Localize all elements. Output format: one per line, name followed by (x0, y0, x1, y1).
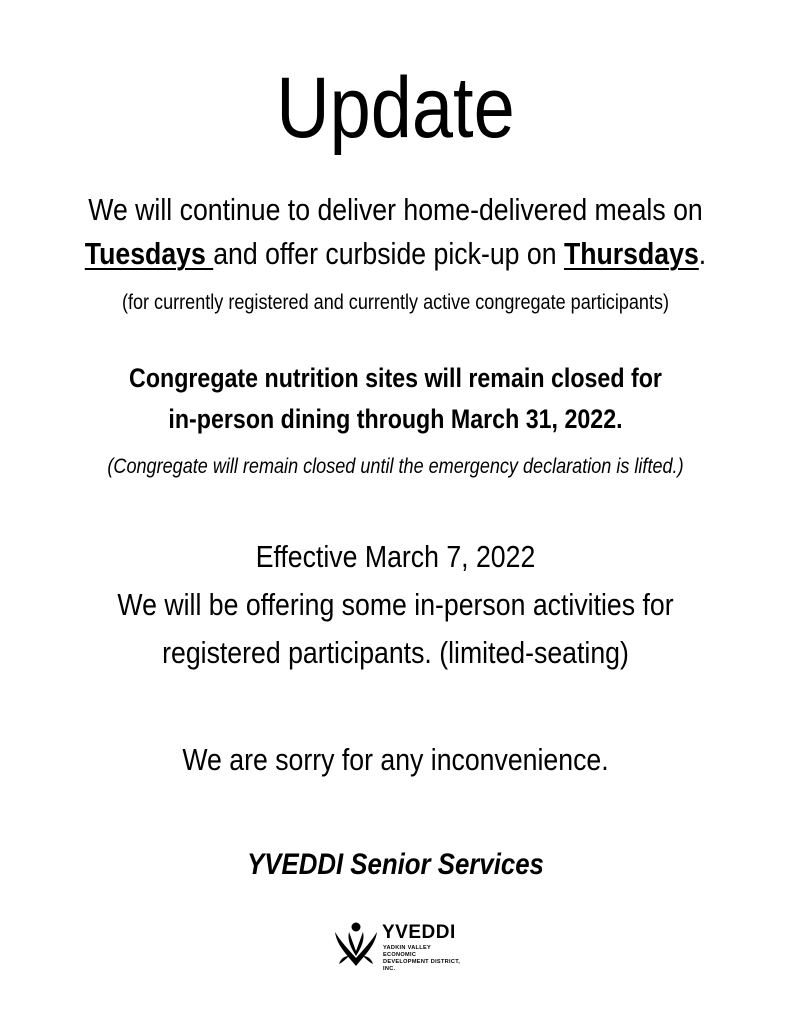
yveddi-logo-mark-icon (333, 920, 379, 968)
effective-line-2: We will be offering some in-person activities for (117, 587, 674, 622)
closure-line-2: in-person dining through March 31, 2022. (168, 404, 623, 434)
closure-line-1: Congregate nutrition sites will remain closed for (129, 363, 662, 393)
thursdays-text: Thursdays (563, 236, 699, 271)
yveddi-logo (333, 920, 463, 970)
delivery-mid-text: and offer curbside pick-up on (213, 236, 564, 271)
closure-note: (Congregate will remain closed until the emergency declaration is lifted.) (107, 455, 684, 478)
effective-line-3: registered participants. (limited-seating) (162, 635, 629, 670)
logo-wordmark: YVEDDI (382, 922, 456, 943)
effective-date: Effective March 7, 2022 (255, 539, 536, 574)
delivery-line-1: We will continue to deliver home-delivered meals on (88, 192, 703, 227)
logo-subtitle (383, 945, 463, 973)
logo-subtitle-line-1: YADKIN VALLEY ECONOMIC (383, 945, 431, 958)
delivery-note: (for currently registered and currently active congregate participants) (121, 291, 670, 314)
page-title: Update (276, 60, 515, 156)
delivery-line-2 (55, 234, 735, 274)
logo-subtitle-line-2: DEVELOPMENT DISTRICT, INC. (383, 959, 461, 972)
tuesdays-text: Tuesdays (84, 236, 214, 271)
delivery-period: . (698, 236, 707, 271)
signature: YVEDDI Senior Services (247, 848, 544, 881)
apology-text: We are sorry for any inconvenience. (182, 742, 609, 777)
